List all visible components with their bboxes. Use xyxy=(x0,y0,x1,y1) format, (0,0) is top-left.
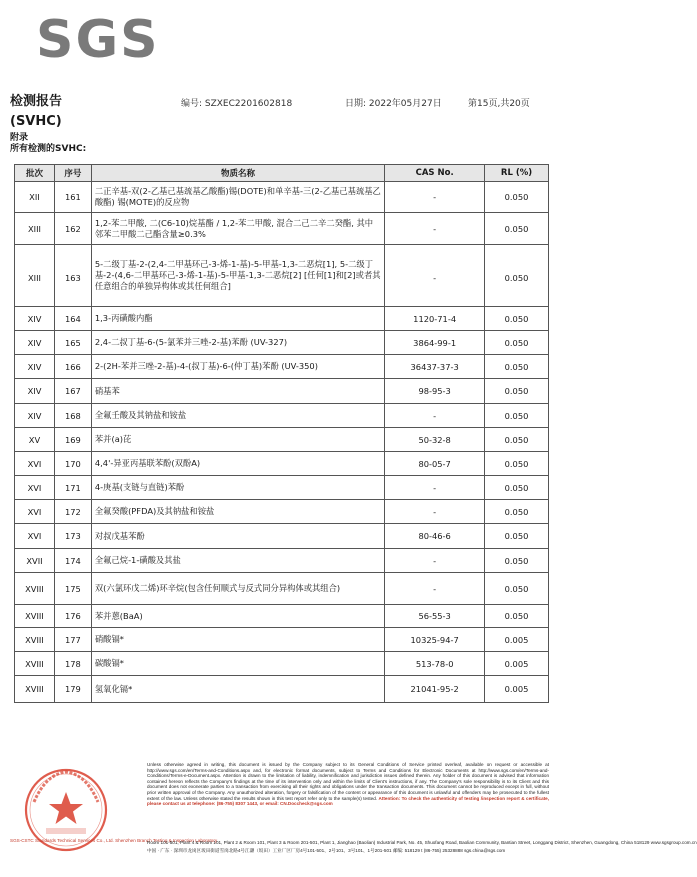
cell-number: 165 xyxy=(54,331,91,355)
table-row xyxy=(15,573,549,605)
cell-rl: 0.005 xyxy=(485,676,549,703)
table-row xyxy=(15,452,549,476)
cell-substance-name: 氢氧化镉* xyxy=(91,676,384,703)
header-cas-no: CAS No. xyxy=(385,165,485,182)
cell-substance-name: 1,3-丙磺酸内酯 xyxy=(91,307,384,331)
cell-number: 168 xyxy=(54,404,91,428)
table-row xyxy=(15,404,549,428)
authenticity-notice: Attention: To check the authenticity of testing /inspection report & certificate, please contact us at telephone: (86-755) 8307 1443, or email: CN.Doccheck@sgs.com xyxy=(147,795,550,807)
cell-number: 170 xyxy=(54,452,91,476)
cell-cas-no: 36437-37-3 xyxy=(385,355,485,379)
cell-rl: 0.050 xyxy=(485,331,549,355)
table-row xyxy=(15,605,549,628)
table-row xyxy=(15,245,549,307)
cell-cas-no: - xyxy=(385,476,485,500)
table-row xyxy=(15,676,549,703)
table-row xyxy=(15,331,549,355)
cell-rl: 0.050 xyxy=(485,428,549,452)
cell-cas-no: 21041-95-2 xyxy=(385,676,485,703)
all-svhc-label: 所有检测的SVHC: xyxy=(10,144,87,154)
cell-substance-name: 1,2-苯二甲酸, 二(C6-10)烷基酯 / 1,2-苯二甲酸, 混合二己二辛二癸酯, 其中邻苯二甲酸二己酯含量≥0.3% xyxy=(91,213,384,245)
cell-substance-name: 硝基苯 xyxy=(91,379,384,404)
cell-rl: 0.050 xyxy=(485,379,549,404)
table-row xyxy=(15,549,549,573)
cell-cas-no: 98-95-3 xyxy=(385,379,485,404)
cell-substance-name: 2-(2H-苯并三唑-2-基)-4-(叔丁基)-6-(仲丁基)苯酚 (UV-350) xyxy=(91,355,384,379)
cell-number: 173 xyxy=(54,524,91,549)
cell-rl: 0.050 xyxy=(485,245,549,307)
cell-rl: 0.050 xyxy=(485,476,549,500)
cell-cas-no: 80-46-6 xyxy=(385,524,485,549)
cell-substance-name: 二正辛基-双(2-乙基己基巯基乙酸酯)锡(DOTE)和单辛基-三(2-乙基己基巯基乙酸酯) 锡(MOTE)的反应物 xyxy=(91,182,384,213)
cell-cas-no: 50-32-8 xyxy=(385,428,485,452)
cell-cas-no: - xyxy=(385,500,485,524)
cell-batch: XIII xyxy=(15,245,55,307)
report-footer xyxy=(0,756,697,877)
cell-rl: 0.050 xyxy=(485,573,549,605)
header-number: 序号 xyxy=(54,165,91,182)
cell-rl: 0.050 xyxy=(485,404,549,428)
cell-cas-no: 80-05-7 xyxy=(385,452,485,476)
address-english: Room 101-501, Plant 4 & Room 101, Plant 2 & Room 101, Plant 3 & Room 201-501, Plant 1, Jianghao (Baolian) Industrial Park, No. 45, Shuofang Road, Baolian Community, Bantian Street, Longgang District, Shenzhen, Guangdong, China 518129 www.sgsgroup.com.cn xyxy=(147,840,697,845)
table-row xyxy=(15,428,549,452)
cell-substance-name: 全氟己烷-1-磺酸及其盐 xyxy=(91,549,384,573)
cell-cas-no: - xyxy=(385,182,485,213)
cell-cas-no: 10325-94-7 xyxy=(385,628,485,652)
cell-batch: XVI xyxy=(15,500,55,524)
cell-substance-name: 2,4-二叔丁基-6-(5-氯苯并三唑-2-基)苯酚 (UV-327) xyxy=(91,331,384,355)
cell-number: 166 xyxy=(54,355,91,379)
cell-substance-name: 5-二级丁基-2-(2,4-二甲基环己-3-烯-1-基)-5-甲基-1,3-二恶烷[1], 5-二级丁基-2-(4,6-二甲基环己-3-烯-1-基)-5-甲基-1,3-二恶烷[2] [任何[1]和[2]或者其任意组合的单独异构体或其任何组合] xyxy=(91,245,384,307)
terms-text xyxy=(147,762,549,807)
table-row xyxy=(15,307,549,331)
cell-number: 161 xyxy=(54,182,91,213)
cell-substance-name: 对叔戊基苯酚 xyxy=(91,524,384,549)
cell-rl: 0.050 xyxy=(485,182,549,213)
report-date: 日期: 2022年05月27日 xyxy=(345,99,442,109)
cell-batch: XIV xyxy=(15,379,55,404)
table-row xyxy=(15,628,549,652)
cell-substance-name: 双(六氯环戊二烯)环辛烷(包含任何顺式与反式同分异构体或其组合) xyxy=(91,573,384,605)
cell-batch: XVIII xyxy=(15,652,55,676)
table-row xyxy=(15,355,549,379)
cell-batch: XVI xyxy=(15,452,55,476)
cell-batch: XVI xyxy=(15,524,55,549)
table-row xyxy=(15,476,549,500)
sgs-logo-text: SGS xyxy=(36,10,160,70)
cell-substance-name: 硝酸镉* xyxy=(91,628,384,652)
address-chinese: 中国 · 广东 · 深圳市龙岗区坂田街道雪岗北路4号江灏（坂田）工业厂区厂房4号101-501、2号101、3号101、1号201-501 邮编: 518129 t (86-755) 25328888 sgs.china@sgs.com xyxy=(147,847,506,853)
cell-substance-name: 4-庚基(支链与直链)苯酚 xyxy=(91,476,384,500)
address-block xyxy=(147,839,697,854)
cell-number: 169 xyxy=(54,428,91,452)
table-row xyxy=(15,182,549,213)
cell-substance-name: 苯并(a)芘 xyxy=(91,428,384,452)
cell-cas-no: 1120-71-4 xyxy=(385,307,485,331)
cell-number: 162 xyxy=(54,213,91,245)
cell-rl: 0.050 xyxy=(485,307,549,331)
cell-batch: XVIII xyxy=(15,573,55,605)
cell-rl: 0.050 xyxy=(485,500,549,524)
table-row xyxy=(15,500,549,524)
cell-rl: 0.050 xyxy=(485,549,549,573)
cell-batch: XVIII xyxy=(15,628,55,652)
header-substance-name: 物质名称 xyxy=(91,165,384,182)
terms-body: Unless otherwise agreed in writing, this document is issued by the Company subject to its General Conditions of Service printed overleaf, available on request or accessible at http://www.sgs.com/en/Terms-and-Conditions.aspx and, for electronic format documents, subject to Terms and Conditions for Electronic Documents at http://www.sgs.com/en/Terms-and-Conditions/Terms-e-Document.aspx. Attention is drawn to the limitation of liability, indemnification and jurisdiction issues defined therein. Any holder of this document is advised that information contained hereon reflects the Company's findings at the time of its intervention only and within the limits of Client's instructions, if any. The Company's sole responsibility is to its Client and this document does not exonerate parties to a transaction from exercising all their rights and obligations under the transaction documents. This document cannot be reproduced except in full, without prior written approval of the Company. Any unauthorized alteration, forgery or falsification of the content or appearance of this document is unlawful and offenders may be prosecuted to the fullest extent of the law. Unless otherwise stated the results shown in this test report refer only to the sample(s) tested. xyxy=(147,762,549,801)
cell-cas-no: - xyxy=(385,549,485,573)
table-header-row xyxy=(15,165,549,182)
cell-batch: XIII xyxy=(15,213,55,245)
sgs-logo xyxy=(36,10,160,70)
cell-number: 163 xyxy=(54,245,91,307)
cell-cas-no: 56-55-3 xyxy=(385,605,485,628)
report-header xyxy=(10,94,86,155)
page-number: 第15页,共20页 xyxy=(468,99,530,109)
table-row xyxy=(15,213,549,245)
cell-number: 175 xyxy=(54,573,91,605)
inspection-seal-stamp xyxy=(16,762,116,862)
cell-rl: 0.050 xyxy=(485,452,549,476)
cell-number: 174 xyxy=(54,549,91,573)
cell-rl: 0.005 xyxy=(485,628,549,652)
cell-cas-no: - xyxy=(385,404,485,428)
cell-number: 171 xyxy=(54,476,91,500)
cell-rl: 0.050 xyxy=(485,524,549,549)
cell-batch: XIV xyxy=(15,331,55,355)
cell-substance-name: 全氟癸酸(PFDA)及其钠盐和铵盐 xyxy=(91,500,384,524)
cell-cas-no: 3864-99-1 xyxy=(385,331,485,355)
cell-number: 172 xyxy=(54,500,91,524)
header-batch: 批次 xyxy=(15,165,55,182)
cell-number: 167 xyxy=(54,379,91,404)
cell-batch: XVIII xyxy=(15,676,55,703)
cell-substance-name: 苯并蒽(BaA) xyxy=(91,605,384,628)
cell-cas-no: - xyxy=(385,573,485,605)
cell-batch: XII xyxy=(15,182,55,213)
table-row xyxy=(15,652,549,676)
report-subtitle: (SVHC) xyxy=(10,114,62,129)
cell-number: 176 xyxy=(54,605,91,628)
cell-cas-no: 513-78-0 xyxy=(385,652,485,676)
cell-rl: 0.050 xyxy=(485,605,549,628)
cell-cas-no: - xyxy=(385,245,485,307)
report-title: 检测报告 xyxy=(10,94,63,109)
cell-cas-no: - xyxy=(385,213,485,245)
cell-number: 178 xyxy=(54,652,91,676)
svhc-table xyxy=(14,164,549,703)
stamp-caption: SGS-CSTC Standards Technical Services Co., Ltd. Shenzhen Branch Testing & Inspection Laboratory xyxy=(10,838,218,843)
cell-batch: XVI xyxy=(15,476,55,500)
cell-batch: XIV xyxy=(15,355,55,379)
cell-substance-name: 碳酸镉* xyxy=(91,652,384,676)
cell-number: 164 xyxy=(54,307,91,331)
cell-substance-name: 全氟壬酸及其钠盐和铵盐 xyxy=(91,404,384,428)
cell-rl: 0.050 xyxy=(485,213,549,245)
cell-batch: XV xyxy=(15,428,55,452)
cell-batch: XVIII xyxy=(15,605,55,628)
cell-number: 179 xyxy=(54,676,91,703)
cell-substance-name: 4,4'-异亚丙基联苯酚(双酚A) xyxy=(91,452,384,476)
table-row xyxy=(15,524,549,549)
report-number: 编号: SZXEC2201602818 xyxy=(181,99,293,109)
cell-batch: XIV xyxy=(15,404,55,428)
cell-batch: XVII xyxy=(15,549,55,573)
cell-batch: XIV xyxy=(15,307,55,331)
cell-rl: 0.050 xyxy=(485,355,549,379)
table-row xyxy=(15,379,549,404)
cell-rl: 0.005 xyxy=(485,652,549,676)
appendix-label: 附录 xyxy=(10,133,29,143)
cell-number: 177 xyxy=(54,628,91,652)
header-rl: RL (%) xyxy=(485,165,549,182)
